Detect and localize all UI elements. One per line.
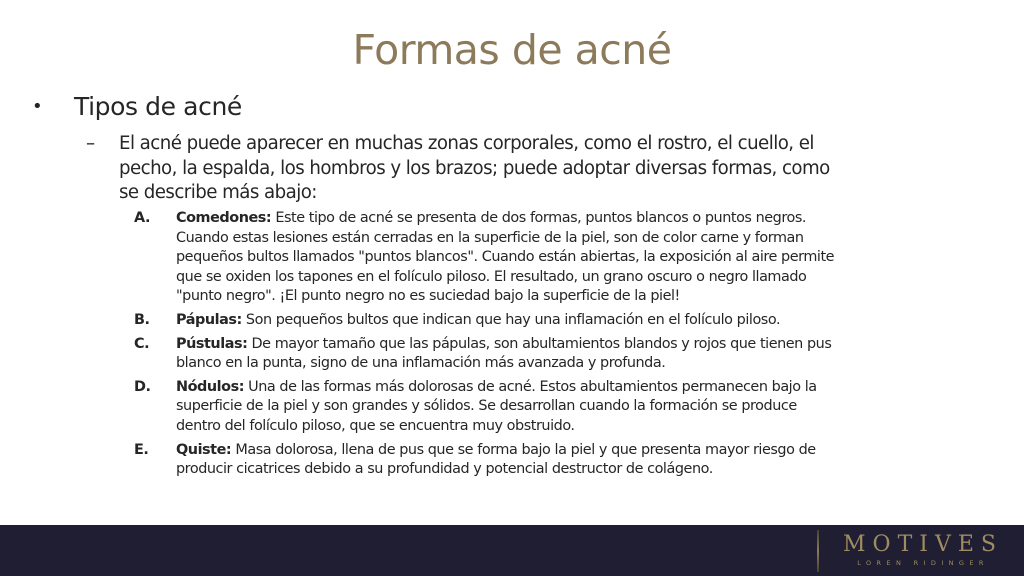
intro-line: El acné puede aparecer en muchas zonas corporales, como el rostro, el cuello, el <box>119 133 814 154</box>
list-marker: C. <box>134 335 150 352</box>
list-item-line: que se oxiden los tapones en el folículo piloso. El resultado, un grano oscuro o negro llamado <box>176 268 807 285</box>
slide-title: Formas de acné <box>352 26 672 74</box>
term-label: Quiste: <box>176 441 232 458</box>
list-item-pustulas <box>134 335 994 374</box>
list-marker: D. <box>134 378 151 395</box>
term-description: Son pequeños bultos que indican que hay una inflamación en el folículo piloso. <box>241 311 781 328</box>
brand-name: MOTIVES <box>843 532 1003 557</box>
term-description: De mayor tamaño que las pápulas, son abultamientos blandos y rojos que tienen pus <box>247 335 832 352</box>
list-item-line <box>176 311 994 331</box>
list-item-body <box>176 209 994 307</box>
bullet-dot-icon: • <box>32 96 43 117</box>
list-item-line: "punto negro". ¡El punto negro no es suciedad bajo la superficie de la piel! <box>176 288 680 305</box>
bullet-heading: Tipos de acné <box>74 92 242 121</box>
list-item-line: blanco en la punta, signo de una inflamación más avanzada y profunda. <box>176 355 666 372</box>
list-item-body <box>176 378 994 437</box>
term-label: Pápulas: <box>176 311 242 328</box>
term-label: Nódulos: <box>176 378 245 395</box>
term-label: Pústulas: <box>176 335 248 352</box>
intro-line: pecho, la espalda, los hombros y los brazos; puede adoptar diversas formas, como <box>119 157 830 179</box>
list-item-line <box>176 378 994 398</box>
term-description: Masa dolorosa, llena de pus que se forma bajo la piel y que presenta mayor riesgo de <box>231 441 816 458</box>
list-item-line: Cuando estas lesiones están cerradas en la superficie de la piel, son de color carne y forman <box>176 229 804 246</box>
list-item-body <box>176 441 994 480</box>
intro-line: se describe más abajo: <box>119 182 317 203</box>
list-item-line: dentro del folículo piloso, que se encuentra muy obstruido. <box>176 417 575 434</box>
list-item-quiste <box>134 441 994 480</box>
list-item-body <box>176 311 994 331</box>
sub-bullet-intro <box>86 132 986 206</box>
list-marker: A. <box>134 210 150 226</box>
term-label: Comedones: <box>176 210 272 226</box>
list-item-line <box>176 209 994 229</box>
list-item-line: superficie de la piel y son grandes y sólidos. Se desarrollan cuando la formación se produce <box>176 398 797 415</box>
list-marker: B. <box>134 311 150 328</box>
list-item-line <box>176 441 994 461</box>
list-item-line: pequeños bultos llamados "puntos blancos". Cuando están abiertas, la exposición al aire permite <box>176 249 835 266</box>
brand-subtitle: LOREN RIDINGER <box>857 559 989 567</box>
list-item-line <box>176 335 994 355</box>
acne-types-list <box>134 209 994 484</box>
list-item-comedones <box>134 209 994 307</box>
footer-divider <box>817 530 819 572</box>
list-item-nodulos <box>134 378 994 437</box>
list-item-body <box>176 335 994 374</box>
brand-logo <box>828 532 1018 568</box>
dash-marker: – <box>86 133 95 154</box>
footer-bar <box>0 525 1024 576</box>
list-marker: E. <box>134 441 149 458</box>
term-description: Una de las formas más dolorosas de acné. Estos abultamientos permanecen bajo la <box>244 378 817 395</box>
list-item-line: producir cicatrices debido a su profundidad y potencial destructor de colágeno. <box>176 461 713 478</box>
list-item-papulas <box>134 311 994 331</box>
term-description: Este tipo de acné se presenta de dos formas, puntos blancos o puntos negros. <box>271 210 807 226</box>
